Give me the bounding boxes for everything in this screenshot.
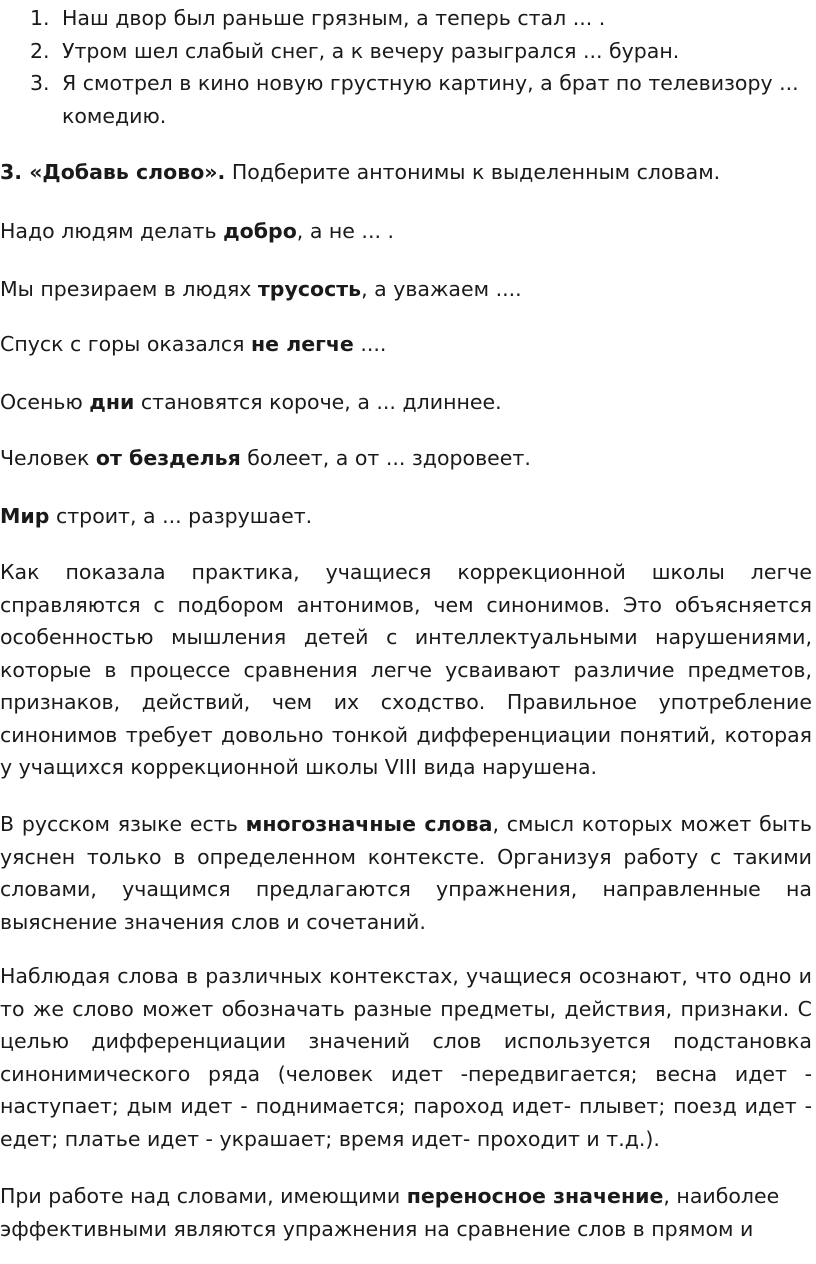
sentence (0, 500, 812, 533)
sentence-text: Осенью (0, 390, 90, 414)
sentence-text: Мы презираем в людях (0, 277, 258, 301)
paragraph-text: В русском языке есть (0, 812, 246, 836)
paragraph-contexts: Наблюдая слова в различных контекстах, учащиеся осознают, что одно и то же слово может обозначать разные предметы, действия, признаки. С целью дифференциации значений слов используется подстановка синонимического ряда (человек идет -передвигается; весна идет - наступает; дым идет - поднимается; пароход идет- плывет; поезд идет - едет; платье идет - украшает; время идет- проходит и т.д.). (0, 964, 812, 1151)
sentence-keyword: трусость (257, 277, 362, 301)
sentence-keyword: от безделья (95, 446, 241, 470)
sentence (0, 386, 812, 419)
sentence-text: , а не ... . (296, 219, 395, 243)
sentence-text: болеет, а от ... здоровеет. (240, 446, 531, 470)
sentence-text: .... (353, 332, 387, 356)
paragraph-practice: Как показала практика, учащиеся коррекционной школы легче справляются с подбором антонимов, чем синонимов. Это объясняется особенностью мышления детей с интеллектуальными нарушениями, которые в процессе сравнения легче усваивают различие предметов, признаков, действий, чем их сходство. Правильное употребление синонимов требует довольно тонкой дифференциации понятий, которая у учащихся коррекционной школы VIII вида нарушена. (0, 560, 812, 779)
sentence-text: , а уважаем .... (361, 277, 522, 301)
list-item (30, 67, 812, 132)
sentence-text: Надо людям делать (0, 219, 224, 243)
task-heading (0, 156, 812, 189)
paragraph-keyword: переносное значение (406, 1184, 664, 1208)
sentence (0, 328, 812, 361)
list-text: Я смотрел в кино новую грустную картину, а брат по телевизору ... комедию. (62, 71, 799, 128)
sentence-keyword: дни (89, 390, 135, 414)
paragraph-keyword: многозначные слова (245, 812, 493, 836)
paragraph-text: , наиболее эффективными являются упражнения на сравнение слов в прямом и (0, 1184, 780, 1241)
sentence-text: становятся короче, а ... длиннее. (134, 390, 502, 414)
list-item (30, 35, 812, 68)
sentence-text: Человек (0, 446, 96, 470)
sentence-keyword: добро (223, 219, 297, 243)
sentence (0, 215, 812, 248)
task-instruction: Подберите антонимы к выделенным словам. (225, 160, 721, 184)
paragraph-polysemy (0, 808, 812, 938)
numbered-list (0, 2, 812, 132)
list-number: 3. (30, 71, 50, 95)
list-item (30, 2, 812, 35)
sentence (0, 273, 812, 306)
paragraph-text: При работе над словами, имеющими (0, 1184, 407, 1208)
paragraph-figurative (0, 1180, 812, 1245)
task-title: 3. «Добавь слово». (0, 160, 226, 184)
sentence-keyword: не легче (251, 332, 354, 356)
list-text: Утром шел слабый снег, а к вечеру разыгрался ... буран. (62, 38, 680, 63)
sentence-keyword: Мир (0, 504, 50, 528)
sentence (0, 442, 812, 475)
list-number: 2. (30, 38, 50, 63)
sentence-text: Спуск с горы оказался (0, 332, 252, 356)
sentence-text: строит, а ... разрушает. (49, 504, 313, 528)
list-text: Наш двор был раньше грязным, а теперь стал ... . (62, 6, 606, 30)
paragraph-text: , смысл которых может быть уяснен только в определенном контексте. Организуя работу с такими словами, учащимся предлагаются упражнения, направленные на выяснение значения слов и сочетаний. (0, 812, 812, 934)
list-number: 1. (30, 6, 50, 30)
